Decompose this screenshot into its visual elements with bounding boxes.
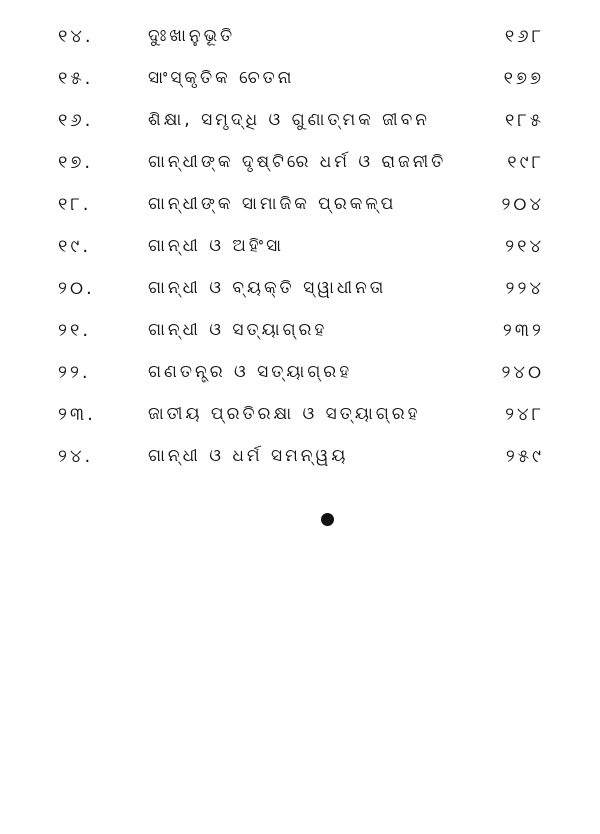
entry-page: ୨୧୪ — [505, 236, 544, 257]
entry-page: ୧୮୫ — [504, 110, 544, 131]
entry-number: ୧୭. — [58, 152, 94, 173]
entry-page: ୧୯୮ — [507, 152, 544, 173]
entry-page: ୧୭୭ — [503, 68, 544, 89]
entry-number: ୧୯. — [58, 236, 92, 257]
entry-title: ଗଣତନ୍ତ୍ର ଓ ସତ୍ୟାଗ୍ରହ — [148, 362, 353, 382]
entry-title: ଶିକ୍ଷା, ସମୃଦ୍ଧି ଓ ଗୁଣାତ୍ମକ ଜୀବନ — [148, 110, 430, 130]
entry-title: ଗାନ୍ଧୀ ଓ ଧର୍ମ ସମନ୍ୱୟ — [148, 446, 349, 466]
entry-page: ୨୦୪ — [501, 194, 544, 215]
entry-page: ୨୪୦ — [501, 362, 544, 383]
entry-number: ୨୦. — [58, 278, 95, 299]
entry-title: ଗାନ୍ଧୀ ଓ ଅହିଂସା — [148, 236, 285, 256]
end-dot-ornament — [321, 513, 334, 526]
toc-entry — [0, 146, 600, 186]
toc-entry — [0, 104, 600, 144]
entry-page: ୨୪୮ — [505, 404, 544, 425]
entry-number: ୨୧. — [58, 320, 92, 341]
entry-page: ୨୩୨ — [502, 320, 544, 341]
entry-page: ୨୫୯ — [505, 446, 544, 467]
entry-number: ୨୨. — [58, 362, 91, 383]
entry-page: ୨୨୪ — [505, 278, 544, 299]
toc-entry — [0, 62, 600, 102]
entry-title: ଗାନ୍ଧୀ ଓ ସତ୍ୟାଗ୍ରହ — [148, 320, 328, 340]
toc-entry — [0, 230, 600, 270]
entry-title: ସାଂସ୍କୃତିକ ଚେତନା — [148, 68, 295, 88]
entry-title: ଜାତୀୟ ପ୍ରତିରକ୍ଷା ଓ ସତ୍ୟାଗ୍ରହ — [148, 404, 421, 424]
toc-entry — [0, 314, 600, 354]
toc-entry — [0, 272, 600, 312]
entry-number: ୧୫. — [58, 68, 94, 89]
entry-title: ଗାନ୍ଧୀଙ୍କ ସାମାଜିକ ପ୍ରକଳ୍ପ — [148, 194, 397, 214]
entry-number: ୨୩. — [58, 404, 96, 425]
entry-title: ଗାନ୍ଧୀ ଓ ବ୍ୟକ୍ତି ସ୍ୱାଧୀନତା — [148, 278, 387, 298]
toc-entry — [0, 356, 600, 396]
entry-title: ଦୁଃଖାନୁଭୂତି — [148, 26, 236, 46]
entry-title: ଗାନ୍ଧୀଙ୍କ ଦୃଷ୍ଟିରେ ଧର୍ମ ଓ ରାଜନୀତି — [148, 152, 447, 172]
toc-entry — [0, 20, 600, 60]
entry-number: ୧୮. — [58, 194, 92, 215]
toc-entry — [0, 398, 600, 438]
entry-number: ୨୪. — [58, 446, 94, 467]
entry-page: ୧୬୮ — [504, 26, 544, 47]
toc-entry — [0, 188, 600, 228]
entry-number: ୧୬. — [58, 110, 94, 131]
entry-number: ୧୪. — [58, 26, 94, 47]
toc-entry — [0, 440, 600, 480]
